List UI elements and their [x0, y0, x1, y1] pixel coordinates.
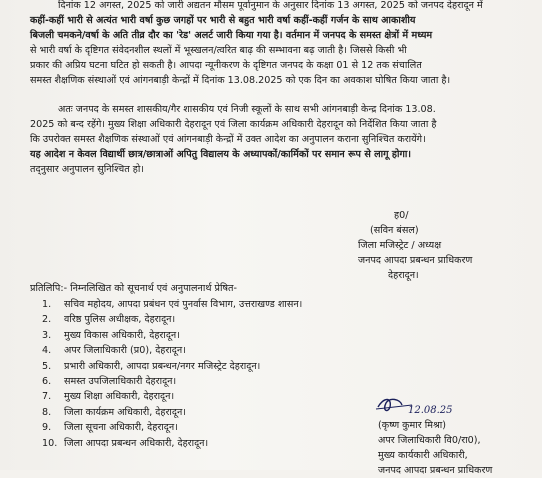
signed-mark: ह0/ [394, 210, 409, 221]
cc-list-item: 2. वरिष्ठ पुलिस अधीक्षक, देहरादून। [42, 314, 176, 326]
para2-line: कि उपरोक्त समस्त शैक्षणिक संस्थाओं एवं आंगनबाड़ी केन्द्रों में उक्त आदेश का अनुपालन कराना सुनिश्चित करायेंगे। [30, 134, 426, 145]
signatory-block [358, 208, 472, 283]
cc-list-item: 1. सचिव महोदय, आपदा प्रबंधन एवं पुनर्वास विभाग, उत्तराखण्ड शासन। [42, 299, 303, 310]
cc-list-item: 9. जिला सूचना अधिकारी, देहरादून। [42, 422, 178, 434]
para1-line: समस्त शैक्षणिक संस्थाओं एवं आंगनबाड़ी केन्द्रों में दिनांक 13.08.2025 को एक दिन का अवकाश घोषित किया जाता है। [30, 75, 451, 86]
cc-list-item: 8. जिला कार्यक्रम अधिकारी, देहरादून। [42, 406, 186, 418]
cc-list-item: 4. अपर जिलाधिकारी (प्र0), देहरादून। [42, 345, 186, 357]
cc-list-block [42, 297, 302, 451]
para2-line: यह आदेश न केवल विद्यार्थी छात्र/छात्राओं अपितु विद्यालय के अध्यापकों/कार्मिकों पर समान रूप से लागू होगा। [30, 149, 412, 160]
para1-line: कहीं-कहीं भारी से अत्यंत भारी वर्षा कुछ जगहों पर भारी से बहुत भारी वर्षा कहीं-कहीं गर्जन के साथ आकाशीय [30, 15, 416, 26]
footer-title: अपर जिलाधिकारी वि0/रा0), [378, 435, 481, 446]
cc-list-item: 7. मुख्य शिक्षा अधिकारी, देहरादून। [42, 391, 175, 403]
para2-line: अतः जनपद के समस्त शासकीय/गैर शासकीय एवं निजी स्कूलों के साथ सभी आंगनबाड़ी केन्द्र दिनांक 13.08. [58, 104, 436, 115]
footer-authority: जनपद आपदा प्रबन्धन प्राधिकरण [378, 465, 493, 476]
para1-line: दिनांक 12 अगस्त, 2025 को जारी अद्यतन मौसम पूर्वानुमान के अनुसार दिनांक 13 अगस्त, 2025 को जनपद देहरादून में [58, 0, 483, 11]
cc-heading: प्रतिलिपि:- निम्नलिखित को सूचनार्थ एवं अनुपालनार्थ प्रेषित- [30, 283, 237, 294]
signatory-authority: जनपद आपदा प्रबन्धन प्राधिकरण [358, 255, 473, 266]
para1-line: से भारी वर्षा के दृष्टिगत संवेदनशील स्थलों में भूस्खलन/त्वरित बाढ़ की सम्भावना बढ़ जाती है। जिससे किसी भी [30, 45, 407, 56]
paragraph-weather-alert [0, 0, 530, 88]
signature-date: 12.08.25 [408, 405, 453, 416]
signatory-title: जिला मजिस्ट्रेट / अध्यक्ष [358, 240, 442, 251]
footer-role: मुख्य कार्यकारी अधिकारी, [378, 450, 468, 461]
cc-list-item: 3. मुख्य विकास अधिकारी, देहरादून। [42, 329, 180, 341]
cc-list-item: 5. प्रभारी अधिकारी, आपदा प्रबन्धन/नगर मजिस्ट्रेट देहरादून। [42, 360, 261, 372]
para1-line: बिजली चमकने/वर्षा के अति तीव्र दौर का 'रेड' अलर्ट जारी किया गया है। वर्तमान में जनपद के समस्त क्षेत्रों में मध्यम [30, 30, 433, 41]
signatory-name: (सविन बंसल) [370, 225, 419, 236]
footer-name: (कृष्ण कुमार मिश्रा) [378, 420, 446, 431]
signatory-place: देहरादून। [388, 270, 419, 281]
paragraph-order [0, 102, 530, 177]
footer-signatory-block [378, 418, 492, 478]
para2-line: तद्नुसार अनुपालन सुनिश्चित हो। [30, 164, 144, 175]
para1-line: प्रकार की अप्रिय घटना घटित हो सकती है। आपदा न्यूनीकरण के दृष्टिगत जनपद के कक्षा 01 से 12 तक संचालित [30, 60, 422, 71]
para2-line: 2025 को बन्द रहेंगे। मुख्य शिक्षा अधिकारी देहरादून एवं जिला कार्यक्रम अधिकारी देहरादून को निर्देशित किया जाता है [30, 119, 437, 130]
cc-list [42, 297, 302, 451]
cc-list-item: 10. जिला आपदा प्रबन्धन अधिकारी, देहरादून। [42, 437, 209, 449]
cc-heading-block [30, 281, 530, 296]
cc-list-item: 6. समस्त उपजिलाधिकारी देहरादून। [42, 376, 177, 388]
